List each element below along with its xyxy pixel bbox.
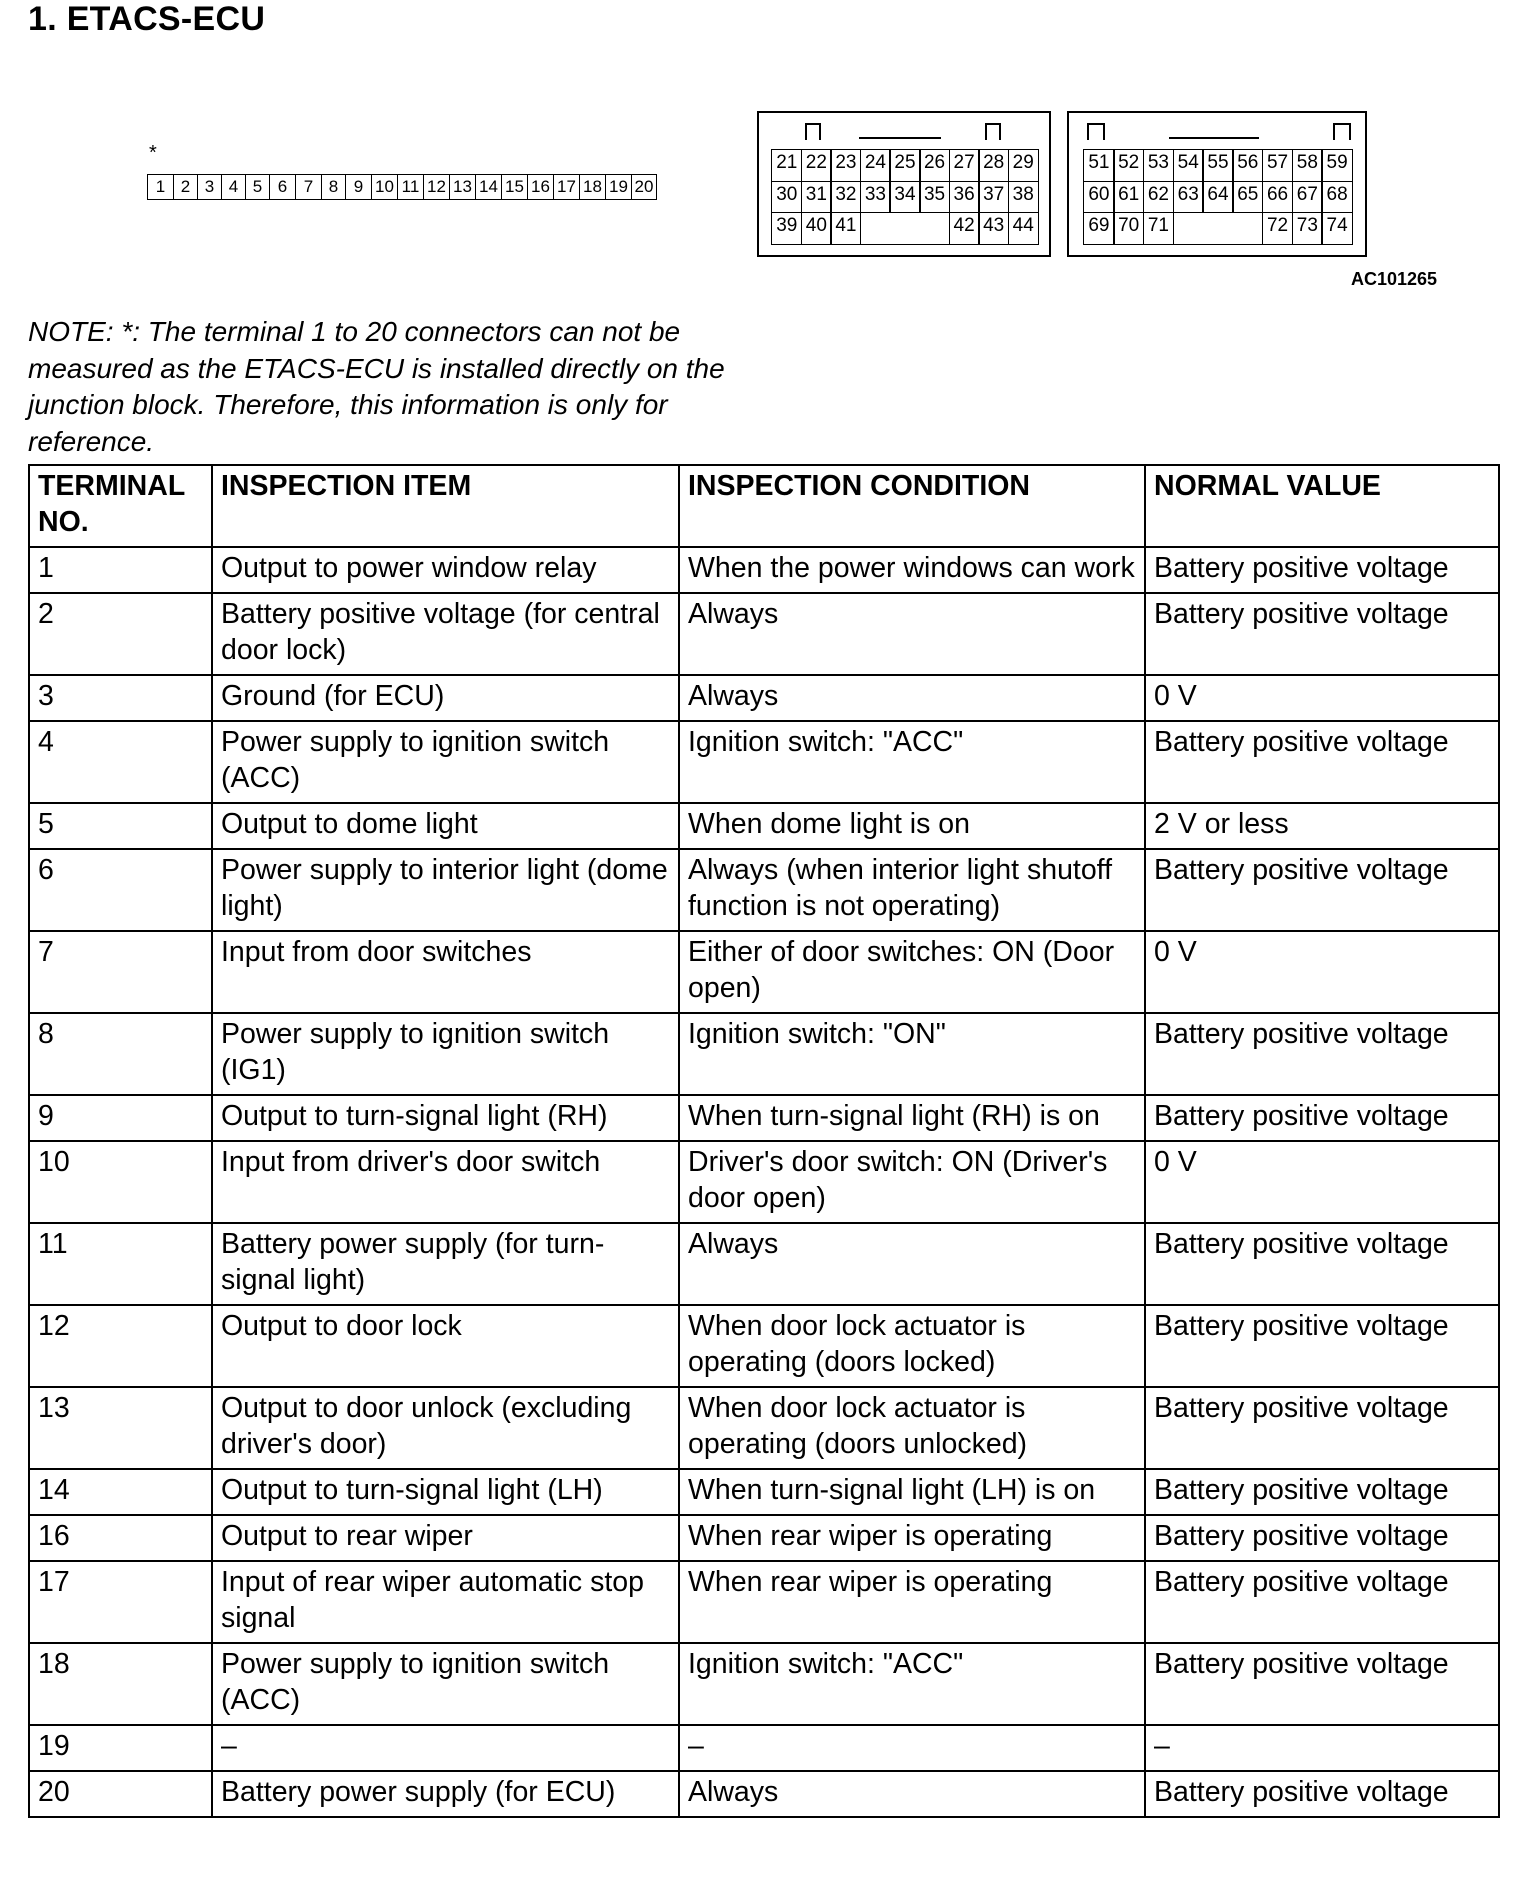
connector-pin: 13 [450, 175, 476, 199]
connector-pin: 73 [1292, 212, 1323, 245]
connector-pin: 5 [246, 175, 270, 199]
cell-terminal-no: 4 [29, 721, 212, 803]
cell-normal-value: Battery positive voltage [1145, 1561, 1499, 1643]
connector-pin: 25 [889, 149, 920, 182]
connector-blank [1232, 212, 1263, 245]
cell-terminal-no: 5 [29, 803, 212, 849]
connector-pin: 24 [860, 149, 891, 182]
connector-blank [860, 212, 891, 245]
connector-pin: 39 [771, 212, 802, 245]
cell-inspection-condition: When rear wiper is operating [679, 1561, 1145, 1643]
header-inspection-item: INSPECTION ITEM [212, 465, 679, 547]
cell-inspection-item: Battery power supply (for ECU) [212, 1771, 679, 1817]
connector-pin: 62 [1143, 181, 1174, 214]
table-row [29, 1561, 1499, 1643]
cell-inspection-condition: When door lock actuator is operating (doors unlocked) [679, 1387, 1145, 1469]
cell-inspection-condition: When dome light is on [679, 803, 1145, 849]
cell-normal-value: Battery positive voltage [1145, 1515, 1499, 1561]
cell-inspection-condition: When the power windows can work [679, 547, 1145, 593]
connector-pin: 18 [580, 175, 606, 199]
cell-inspection-item: Output to dome light [212, 803, 679, 849]
connector-pin: 59 [1321, 149, 1352, 182]
table-row [29, 547, 1499, 593]
connector-pin: 64 [1202, 181, 1233, 214]
connector-pin: 65 [1232, 181, 1263, 214]
cell-inspection-item: Power supply to ignition switch (ACC) [212, 1643, 679, 1725]
connector-pin: 27 [949, 149, 980, 182]
table-row [29, 1013, 1499, 1095]
connector-pin: 26 [919, 149, 950, 182]
cell-normal-value: Battery positive voltage [1145, 1771, 1499, 1817]
connector-pin: 6 [270, 175, 296, 199]
cell-inspection-item: Output to turn-signal light (LH) [212, 1469, 679, 1515]
connector-pin: 4 [222, 175, 246, 199]
connector-pin: 31 [801, 181, 832, 214]
cell-inspection-item: Battery positive voltage (for central door lock) [212, 593, 679, 675]
connector-pin: 38 [1008, 181, 1039, 214]
cell-terminal-no: 11 [29, 1223, 212, 1305]
cell-inspection-item: – [212, 1725, 679, 1771]
connector-pin: 20 [634, 177, 654, 196]
cell-inspection-condition: Always [679, 1771, 1145, 1817]
cell-terminal-no: 3 [29, 675, 212, 721]
connector-pin: 74 [1321, 212, 1352, 245]
connector-pin: 35 [919, 181, 950, 214]
table-row [29, 1387, 1499, 1469]
note-text: NOTE: *: The terminal 1 to 20 connectors can not be measured as the ETACS-ECU is installed directly on the junction block. Therefore, this information is only for reference. [28, 316, 725, 457]
connector-pin: 41 [830, 212, 861, 245]
connector-pin: 28 [978, 149, 1009, 182]
cell-inspection-condition: Ignition switch: "ON" [679, 1013, 1145, 1095]
figure-id: AC101265 [1351, 269, 1438, 289]
header-inspection-condition: INSPECTION CONDITION [679, 465, 1145, 547]
cell-inspection-condition: Either of door switches: ON (Door open) [679, 931, 1145, 1013]
cell-inspection-item: Power supply to ignition switch (ACC) [212, 721, 679, 803]
table-row [29, 1771, 1499, 1817]
inspection-table [28, 464, 1500, 1818]
cell-terminal-no: 14 [29, 1469, 212, 1515]
table-row [29, 1469, 1499, 1515]
table-row [29, 593, 1499, 675]
connector-pin: 10 [372, 175, 398, 199]
cell-normal-value: 2 V or less [1145, 803, 1499, 849]
table-row [29, 1725, 1499, 1771]
cell-inspection-condition: When turn-signal light (LH) is on [679, 1469, 1145, 1515]
cell-terminal-no: 18 [29, 1643, 212, 1725]
header-terminal-no: TERMINAL NO. [29, 465, 212, 547]
cell-normal-value: Battery positive voltage [1145, 721, 1499, 803]
cell-terminal-no: 10 [29, 1141, 212, 1223]
cell-inspection-condition: When door lock actuator is operating (doors locked) [679, 1305, 1145, 1387]
cell-inspection-condition: When rear wiper is operating [679, 1515, 1145, 1561]
connector-pin: 60 [1083, 181, 1114, 214]
connector-pin: 21 [771, 149, 802, 182]
table-row [29, 675, 1499, 721]
cell-inspection-item: Power supply to ignition switch (IG1) [212, 1013, 679, 1095]
connector-pin: 71 [1143, 212, 1174, 245]
cell-terminal-no: 9 [29, 1095, 212, 1141]
connector-pin: 1 [148, 175, 174, 199]
cell-inspection-condition: When turn-signal light (RH) is on [679, 1095, 1145, 1141]
cell-terminal-no: 13 [29, 1387, 212, 1469]
cell-terminal-no: 8 [29, 1013, 212, 1095]
connector-terminals-1-20 [147, 174, 657, 200]
connector-pin: 68 [1321, 181, 1352, 214]
table-row [29, 1305, 1499, 1387]
connector-pin: 57 [1262, 149, 1293, 182]
connector-pin: 36 [949, 181, 980, 214]
connector-pin: 7 [296, 175, 322, 199]
cell-normal-value: Battery positive voltage [1145, 1223, 1499, 1305]
connector-pin: 40 [801, 212, 832, 245]
cell-terminal-no: 1 [29, 547, 212, 593]
table-row [29, 849, 1499, 931]
connector-pin: 34 [889, 181, 920, 214]
cell-normal-value: Battery positive voltage [1145, 593, 1499, 675]
connector-pin: 9 [346, 175, 372, 199]
connector-pin: 70 [1113, 212, 1144, 245]
connector-pin: 33 [860, 181, 891, 214]
cell-inspection-condition: Ignition switch: "ACC" [679, 1643, 1145, 1725]
cell-terminal-no: 17 [29, 1561, 212, 1643]
connector-pin: 66 [1262, 181, 1293, 214]
cell-inspection-item: Ground (for ECU) [212, 675, 679, 721]
connector-pin: 42 [949, 212, 980, 245]
connector-pin: 58 [1292, 149, 1323, 182]
connector-pin: 22 [801, 149, 832, 182]
table-row [29, 1141, 1499, 1223]
cell-inspection-condition: Ignition switch: "ACC" [679, 721, 1145, 803]
connector-terminals-21-44 [757, 111, 1051, 257]
connector-pin: 16 [528, 175, 554, 199]
cell-terminal-no: 7 [29, 931, 212, 1013]
table-row [29, 1643, 1499, 1725]
table-row [29, 931, 1499, 1013]
cell-inspection-condition: Always [679, 593, 1145, 675]
connector-pin: 72 [1262, 212, 1293, 245]
asterisk-marker: * [149, 142, 157, 164]
cell-normal-value: 0 V [1145, 675, 1499, 721]
connector-pin: 61 [1113, 181, 1144, 214]
connector-pin: 29 [1008, 149, 1039, 182]
connector-blank [1202, 212, 1233, 245]
cell-terminal-no: 20 [29, 1771, 212, 1817]
connector-pin: 11 [398, 175, 424, 199]
connector-pin: 56 [1232, 149, 1263, 182]
cell-inspection-condition: Driver's door switch: ON (Driver's door open) [679, 1141, 1145, 1223]
cell-normal-value: Battery positive voltage [1145, 1305, 1499, 1387]
cell-normal-value: 0 V [1145, 931, 1499, 1013]
connector-pin: 17 [554, 175, 580, 199]
connector-pin: 37 [978, 181, 1009, 214]
cell-inspection-item: Output to power window relay [212, 547, 679, 593]
connector-pin: 55 [1202, 149, 1233, 182]
cell-normal-value: Battery positive voltage [1145, 849, 1499, 931]
connector-pin: 32 [830, 181, 861, 214]
cell-normal-value: Battery positive voltage [1145, 1469, 1499, 1515]
connector-pin: 19 [606, 175, 632, 199]
connector-pin: 54 [1173, 149, 1204, 182]
page-title: 1. ETACS-ECU [28, 0, 266, 38]
cell-normal-value: Battery positive voltage [1145, 547, 1499, 593]
connector-blank [919, 212, 950, 245]
cell-inspection-condition: – [679, 1725, 1145, 1771]
connector-terminals-51-74 [1067, 111, 1367, 257]
cell-terminal-no: 19 [29, 1725, 212, 1771]
connector-pin: 52 [1113, 149, 1144, 182]
header-normal-value: NORMAL VALUE [1145, 465, 1499, 547]
connector-pin: 30 [771, 181, 802, 214]
connector-pin: 53 [1143, 149, 1174, 182]
table-row [29, 1515, 1499, 1561]
cell-inspection-condition: Always [679, 675, 1145, 721]
cell-normal-value: Battery positive voltage [1145, 1387, 1499, 1469]
connector-pin: 12 [424, 175, 450, 199]
cell-inspection-item: Output to turn-signal light (RH) [212, 1095, 679, 1141]
connector-pin: 69 [1083, 212, 1114, 245]
connector-pin: 67 [1292, 181, 1323, 214]
cell-inspection-item: Input from door switches [212, 931, 679, 1013]
cell-normal-value: Battery positive voltage [1145, 1013, 1499, 1095]
cell-terminal-no: 2 [29, 593, 212, 675]
cell-inspection-condition: Always (when interior light shutoff function is not operating) [679, 849, 1145, 931]
cell-normal-value: Battery positive voltage [1145, 1643, 1499, 1725]
cell-terminal-no: 6 [29, 849, 212, 931]
connector-pin: 43 [978, 212, 1009, 245]
connector-pin: 44 [1008, 212, 1039, 245]
connector-pin: 63 [1173, 181, 1204, 214]
table-row [29, 721, 1499, 803]
connector-blank [889, 212, 920, 245]
cell-inspection-item: Output to door unlock (excluding driver's door) [212, 1387, 679, 1469]
connector-pin: 23 [830, 149, 861, 182]
connector-pin: 51 [1083, 149, 1114, 182]
cell-inspection-item: Output to rear wiper [212, 1515, 679, 1561]
connector-pin: 3 [198, 175, 222, 199]
cell-terminal-no: 12 [29, 1305, 212, 1387]
cell-inspection-item: Output to door lock [212, 1305, 679, 1387]
cell-normal-value: 0 V [1145, 1141, 1499, 1223]
connector-pin: 15 [502, 175, 528, 199]
cell-inspection-item: Input of rear wiper automatic stop signal [212, 1561, 679, 1643]
cell-inspection-item: Power supply to interior light (dome light) [212, 849, 679, 931]
table-row [29, 803, 1499, 849]
table-row [29, 1223, 1499, 1305]
table-row [29, 1095, 1499, 1141]
connector-pin: 2 [174, 175, 198, 199]
cell-normal-value: Battery positive voltage [1145, 1095, 1499, 1141]
table-header-row [29, 465, 1499, 547]
cell-terminal-no: 16 [29, 1515, 212, 1561]
connector-blank [1173, 212, 1204, 245]
cell-inspection-condition: Always [679, 1223, 1145, 1305]
cell-inspection-item: Battery power supply (for turn-signal light) [212, 1223, 679, 1305]
connector-pin: 14 [476, 175, 502, 199]
table-body [29, 547, 1499, 1817]
connector-pin: 8 [322, 175, 346, 199]
cell-inspection-item: Input from driver's door switch [212, 1141, 679, 1223]
cell-normal-value: – [1145, 1725, 1499, 1771]
